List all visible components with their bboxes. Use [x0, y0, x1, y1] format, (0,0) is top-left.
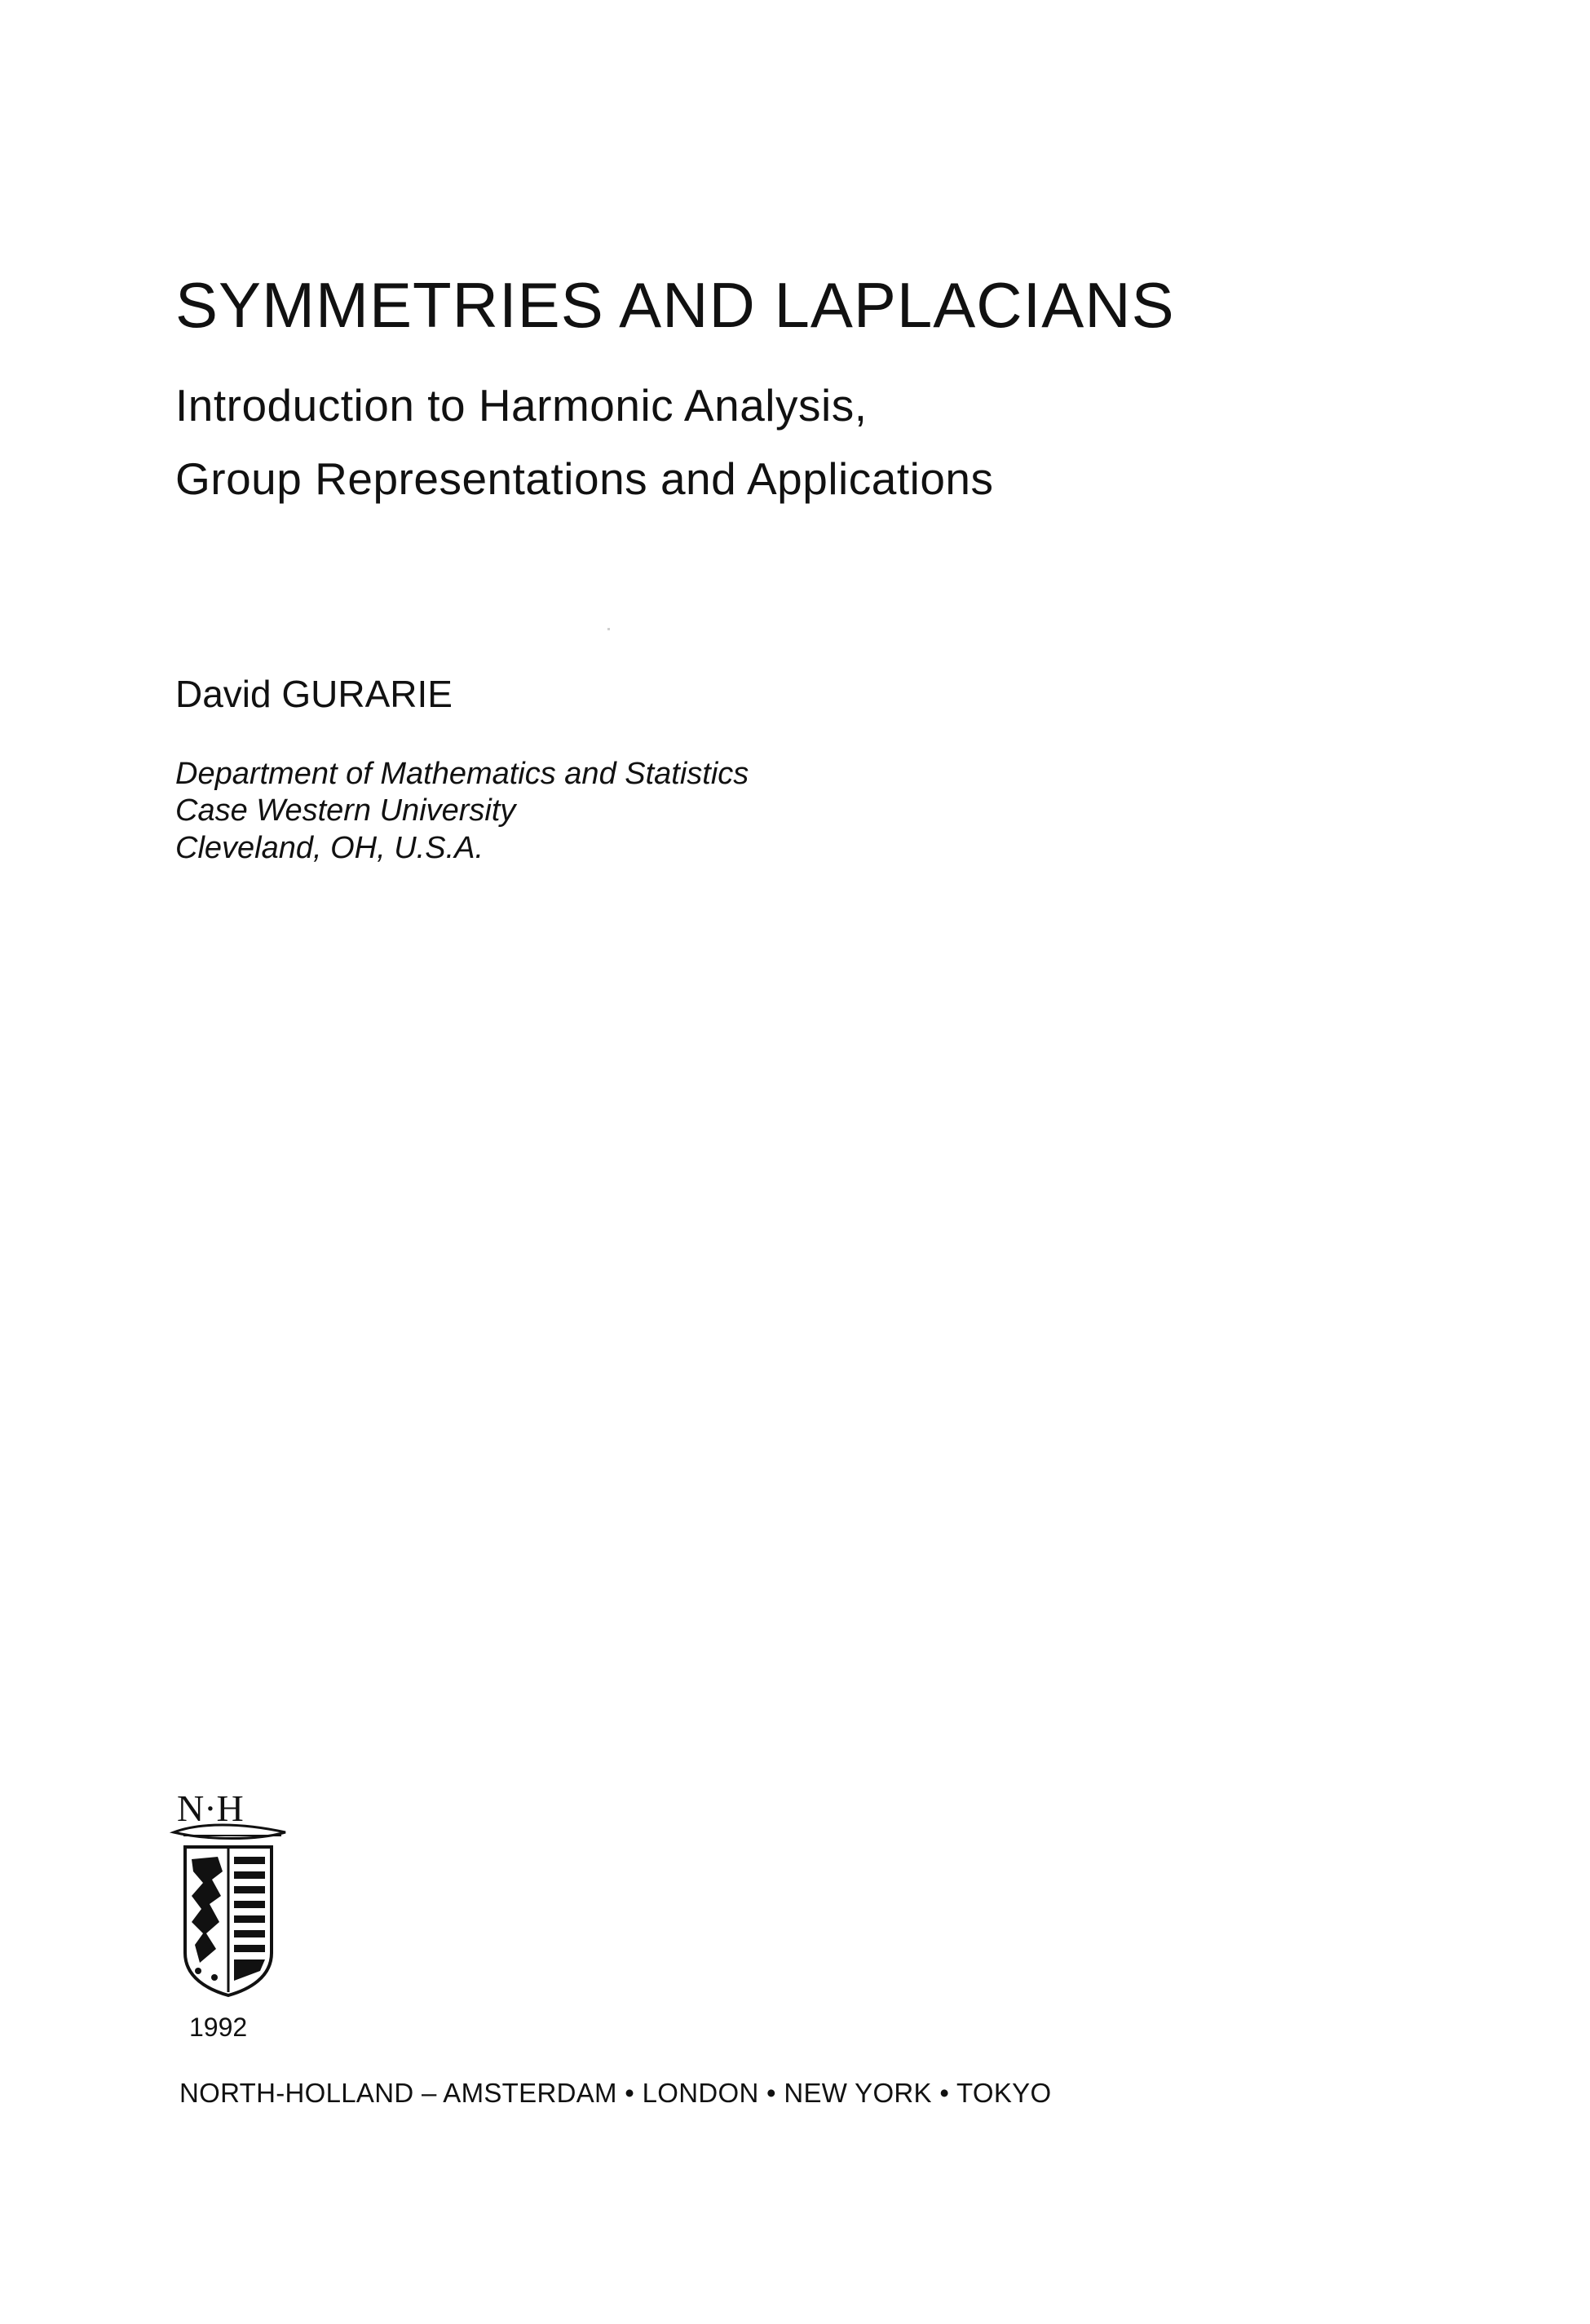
logo-text: N·H — [177, 1787, 244, 1829]
publication-year: 1992 — [189, 2013, 248, 2042]
book-subtitle-line-2: Group Representations and Applications — [175, 453, 994, 504]
publisher-line: NORTH-HOLLAND – AMSTERDAM • LONDON • NEW YORK • TOKYO — [179, 2078, 1052, 2108]
scan-speck — [607, 628, 610, 630]
book-subtitle-line-1: Introduction to Harmonic Analysis, — [175, 380, 868, 431]
north-holland-emblem-icon — [167, 1782, 289, 1998]
affiliation-university: Case Western University — [175, 793, 516, 828]
author-name: David GURARIE — [175, 673, 453, 715]
book-title: SYMMETRIES AND LAPLACIANS — [175, 269, 1175, 341]
affiliation-location: Cleveland, OH, U.S.A. — [175, 831, 484, 865]
affiliation-department: Department of Mathematics and Statistics — [175, 757, 749, 791]
